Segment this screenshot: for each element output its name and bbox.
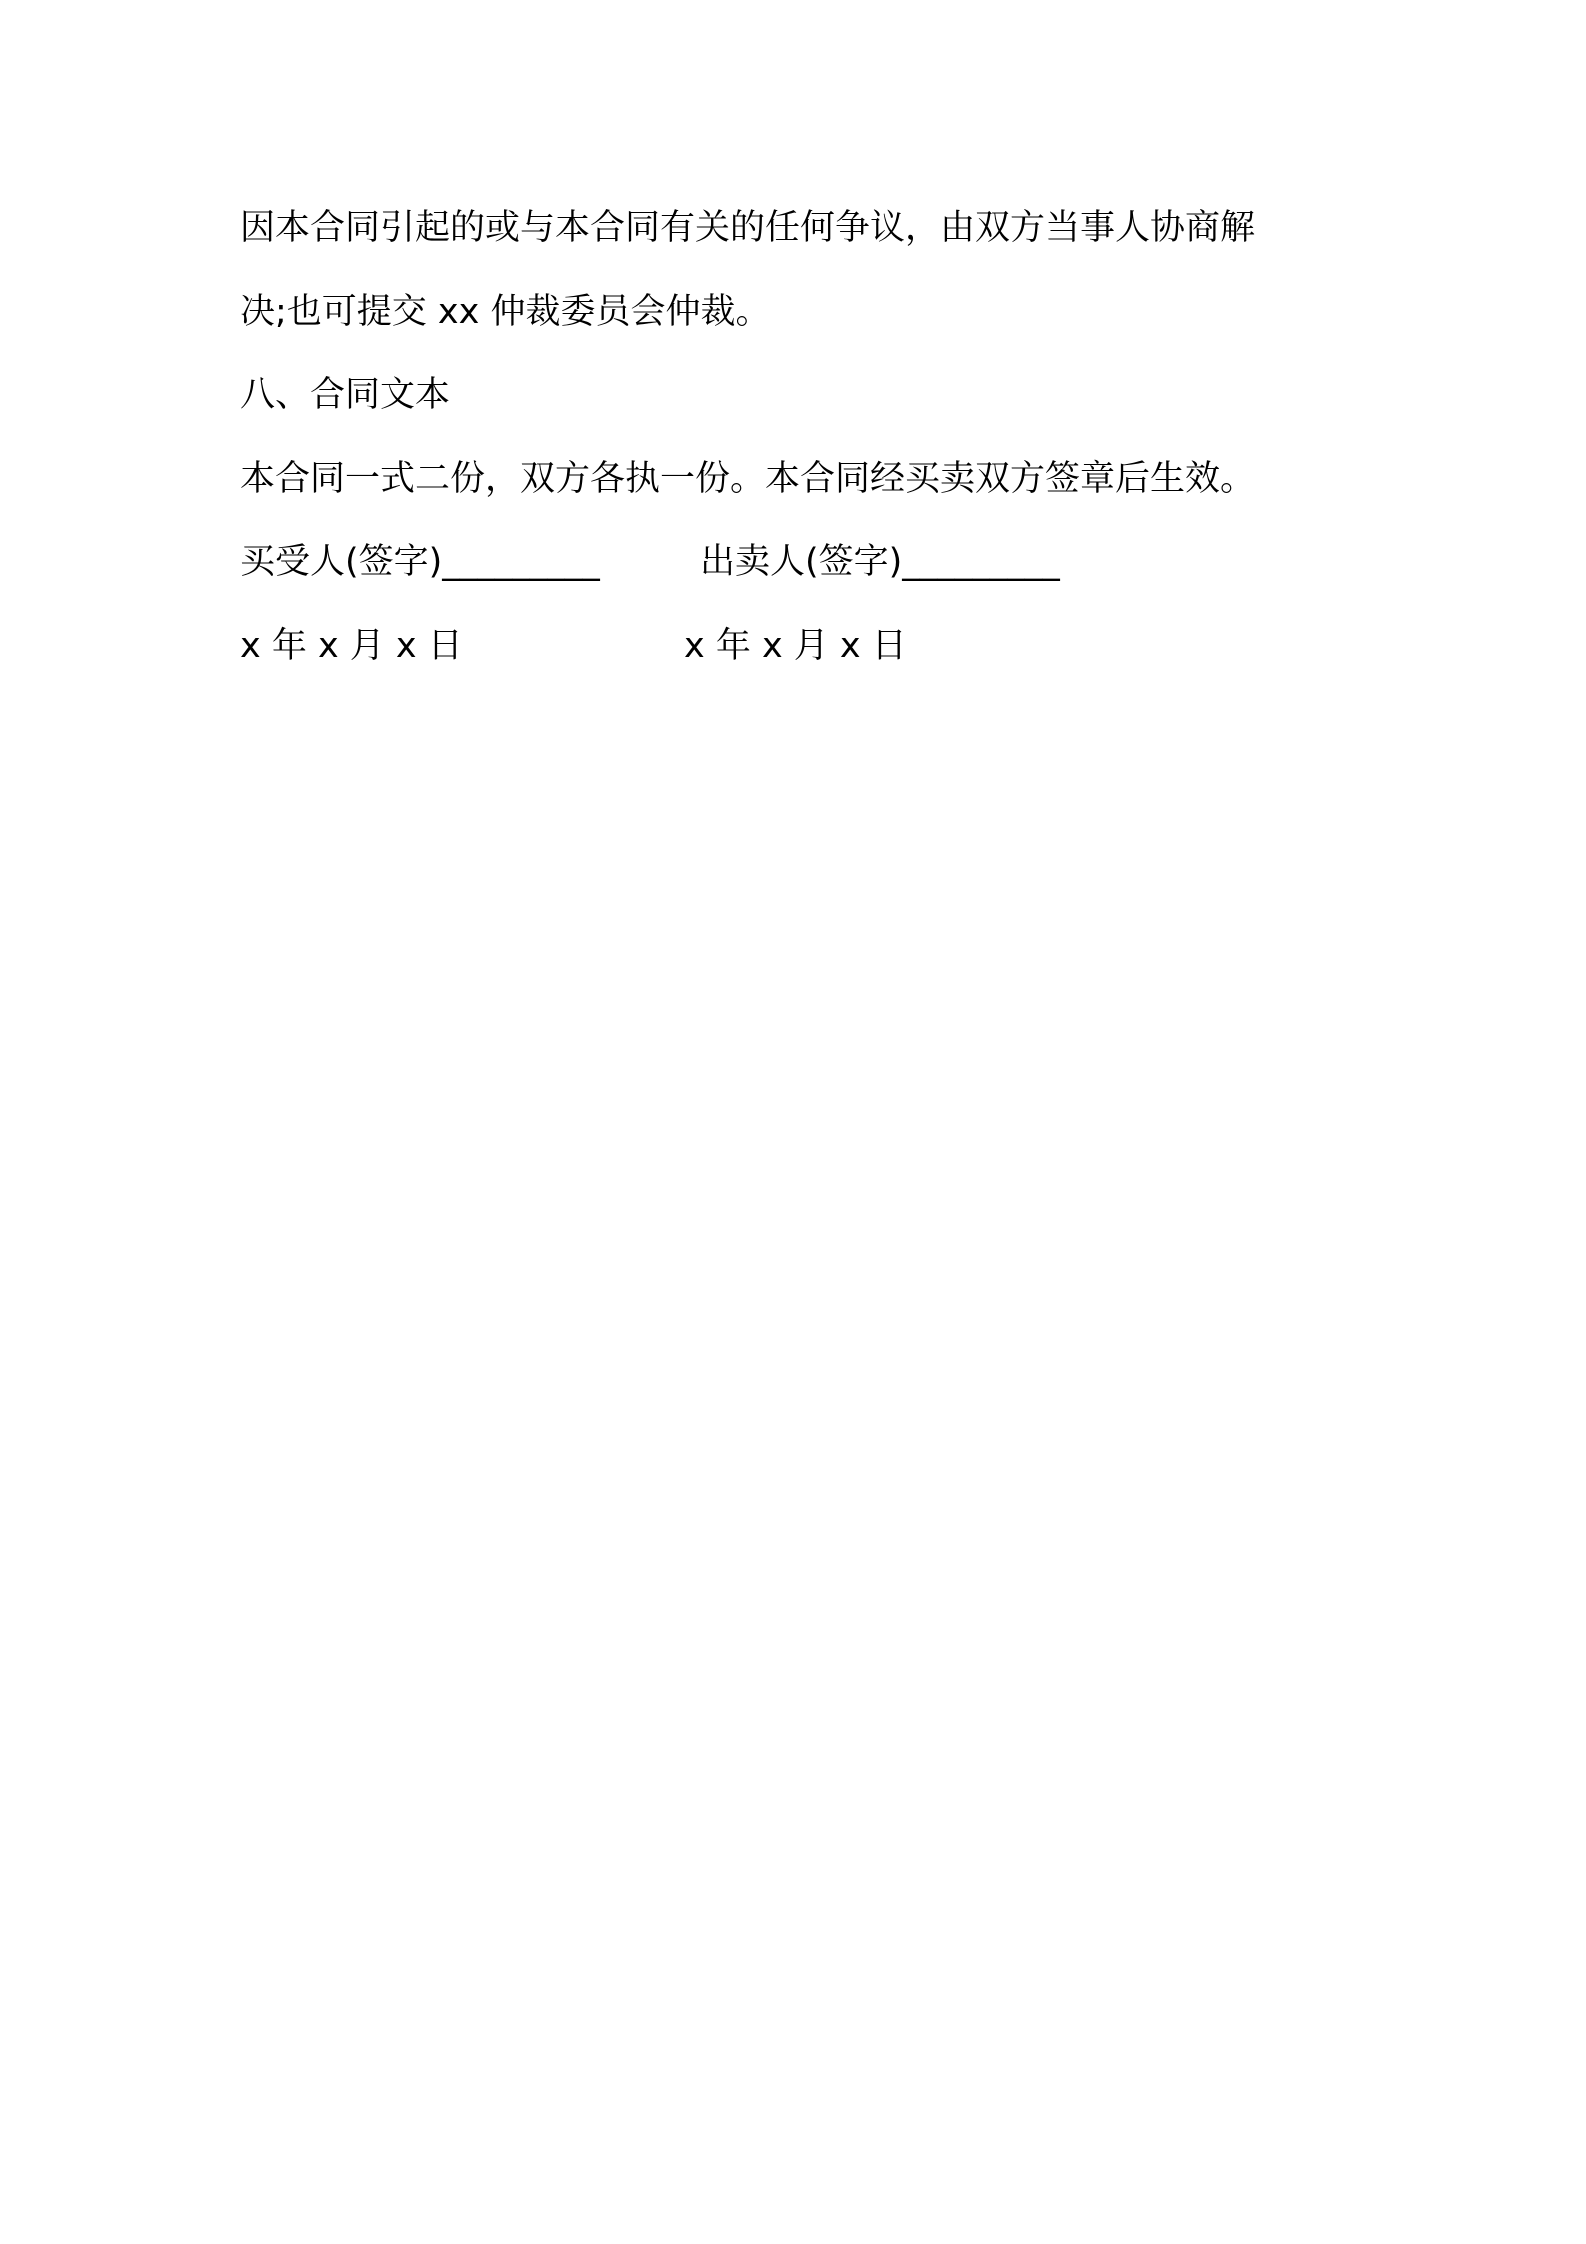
dispute-clause-line-1: 因本合同引起的或与本合同有关的任何争议，由双方当事人协商解 [240, 208, 1256, 248]
buyer-date: x 年 x 月 x 日 [240, 626, 463, 666]
copies-clause: 本合同一式二份，双方各执一份。本合同经买卖双方签章后生效。 [240, 459, 1256, 499]
dispute-clause-line-2: 决;也可提交 xx 仲裁委员会仲裁。 [240, 292, 771, 332]
date-row [240, 622, 907, 670]
seller-date: x 年 x 月 x 日 [684, 626, 907, 666]
section-heading: 八、合同文本 [240, 375, 451, 415]
buyer-signature: 买受人(签字)_________ [240, 542, 600, 582]
seller-signature: 出卖人(签字)_________ [700, 542, 1060, 582]
signature-row [240, 538, 1060, 586]
